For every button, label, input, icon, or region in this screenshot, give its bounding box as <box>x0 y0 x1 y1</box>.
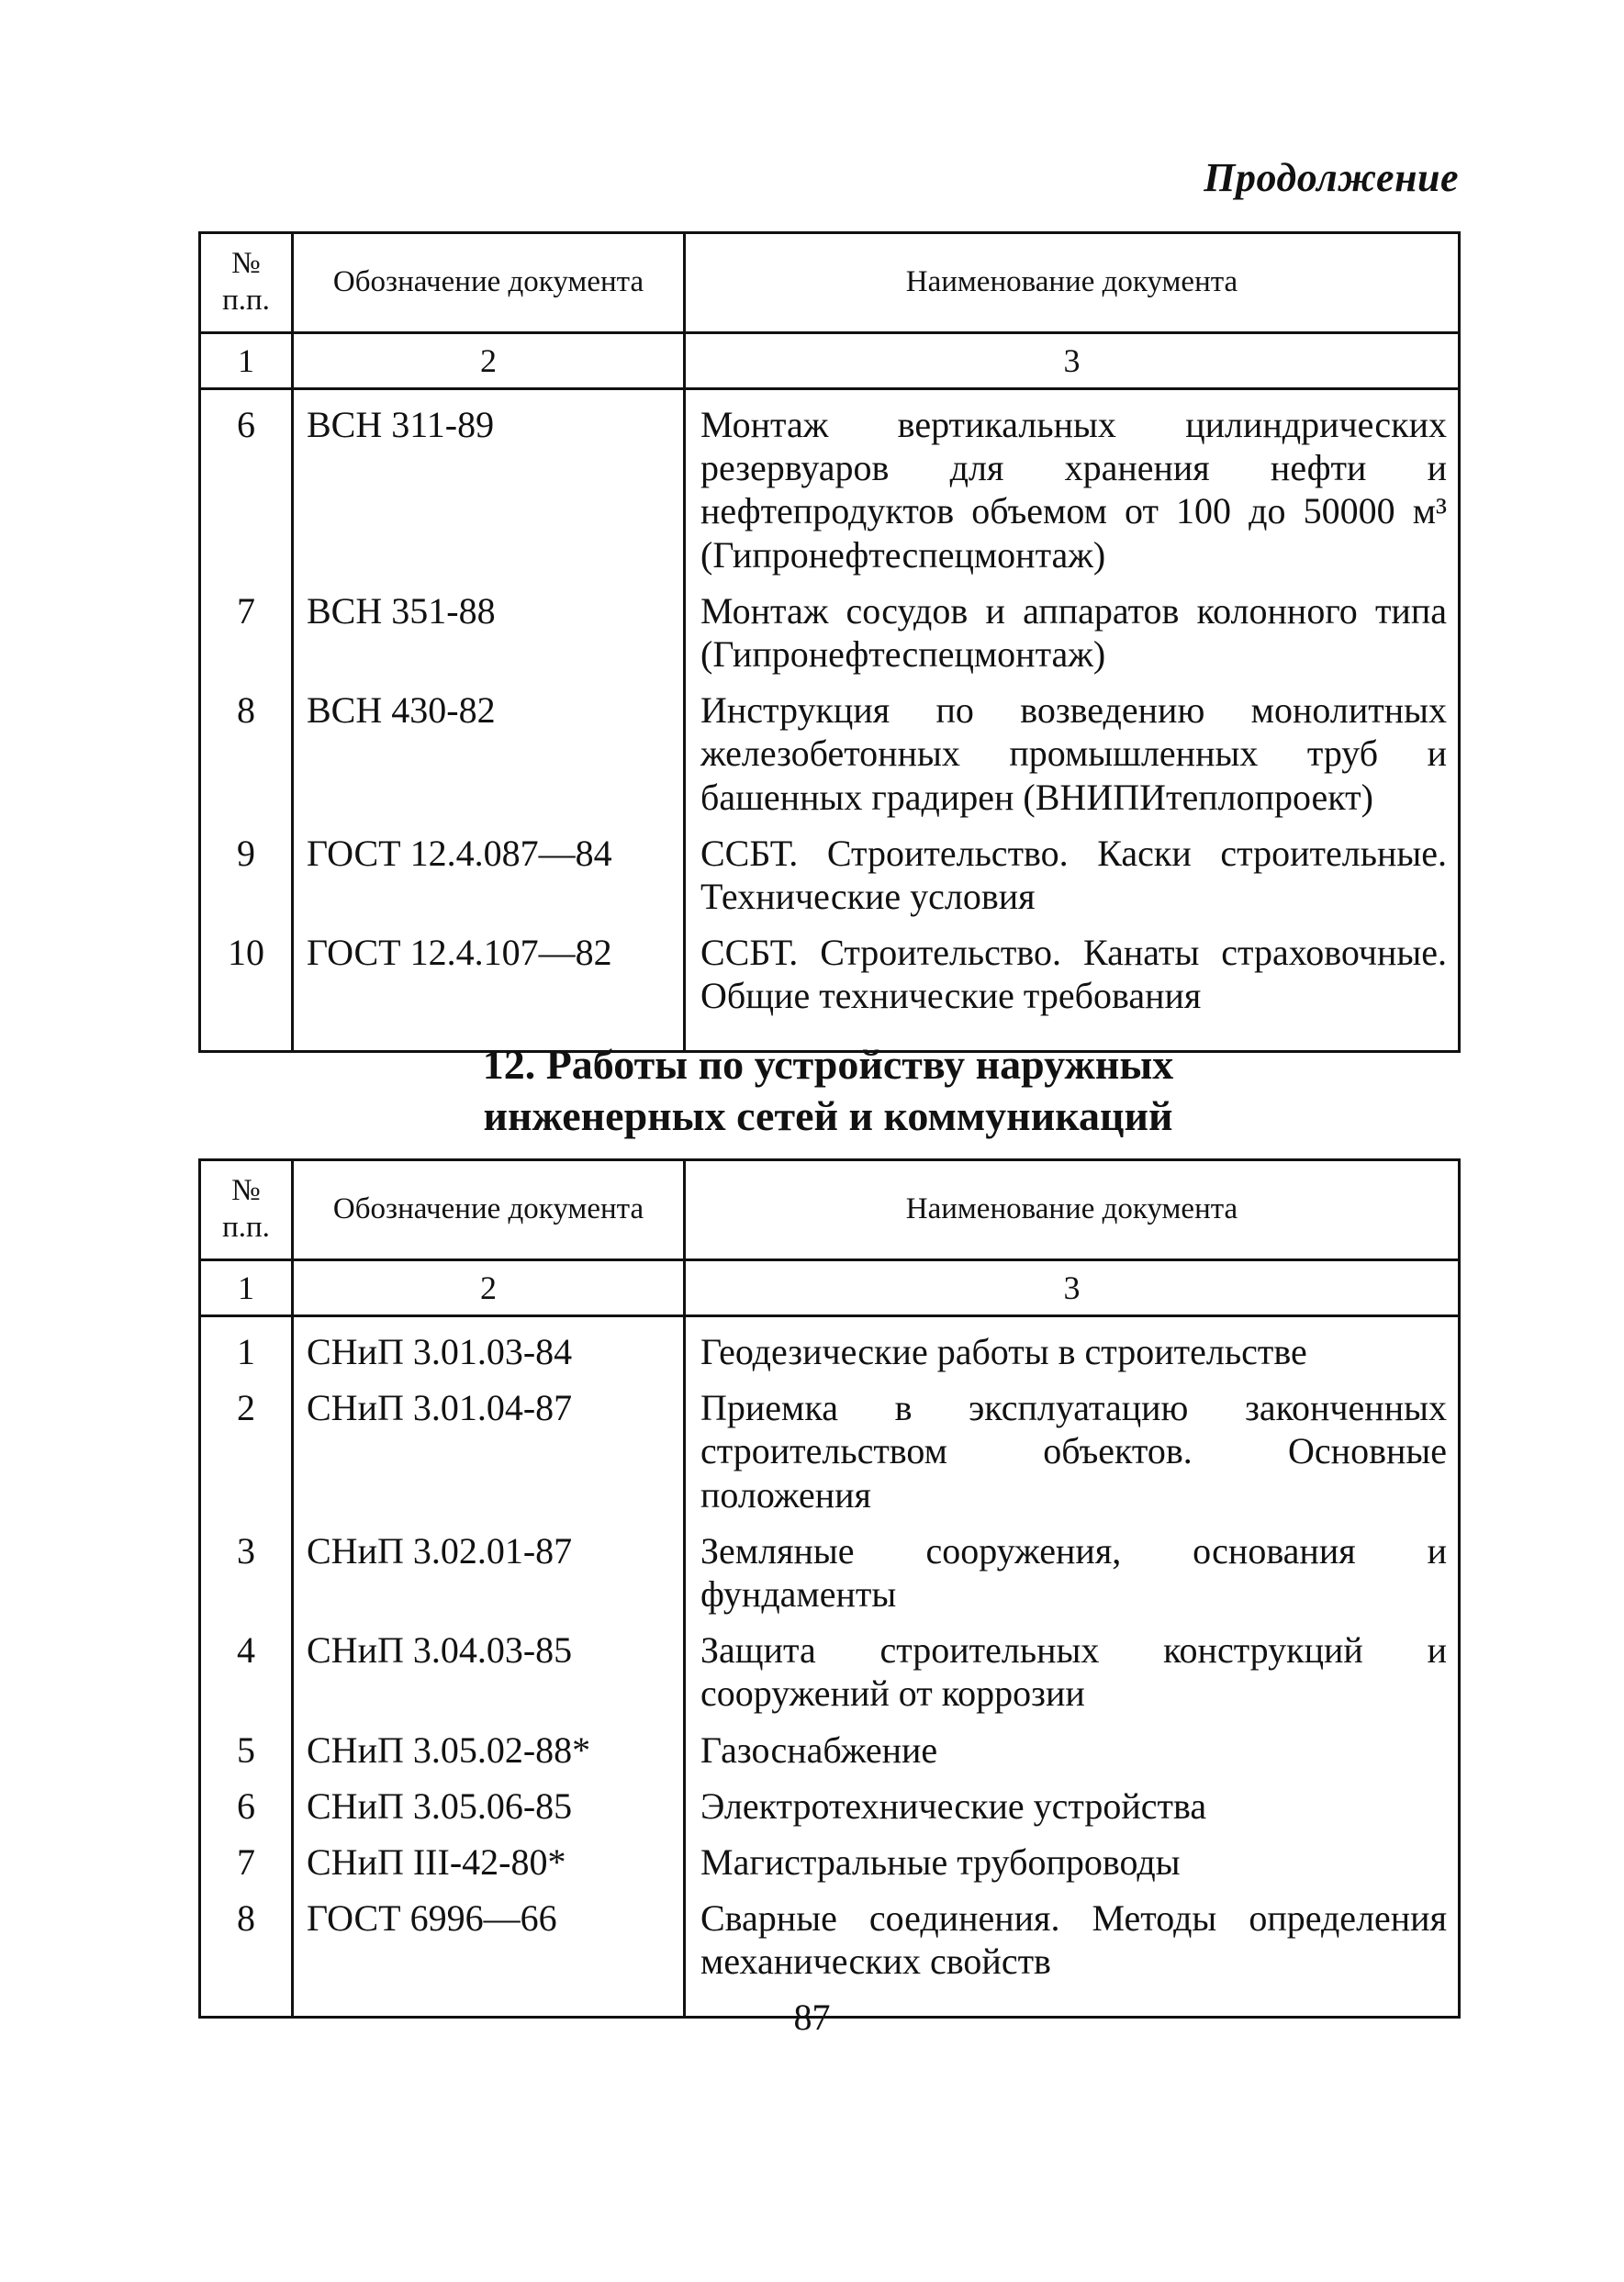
table-row <box>200 1386 1460 1529</box>
section-title-line: 12. Работы по устройству наружных <box>482 1041 1174 1088</box>
document-name: Монтаж сосудов и аппаратов колонного типа (Гипронефтеспецмонтаж) <box>700 589 1447 675</box>
column-number-row <box>200 1260 1460 1316</box>
row-number: 2 <box>237 1387 255 1429</box>
row-number: 6 <box>237 1784 255 1827</box>
row-number: 8 <box>237 689 255 732</box>
document-code: СНиП 3.05.02-88* <box>307 1728 591 1771</box>
row-number: 5 <box>237 1728 255 1771</box>
table-row <box>200 1316 1460 1387</box>
document-code: СНиП III-42-80* <box>307 1840 566 1883</box>
table-row <box>200 589 1460 688</box>
table-row <box>200 832 1460 931</box>
column-number-row <box>200 333 1460 389</box>
row-number: 1 <box>237 1331 255 1372</box>
document-code: СНиП 3.01.03-84 <box>307 1331 573 1372</box>
document-code: СНиП 3.02.01-87 <box>307 1529 573 1572</box>
column-number: 3 <box>685 333 1460 389</box>
document-code: ВСН 430-82 <box>307 689 496 732</box>
column-number: 1 <box>200 333 293 389</box>
documents-table-2 <box>198 1158 1461 2019</box>
document-name: Инструкция по возведению монолитных железобетонных промышленных труб и башенных градирен (ВНИПИтеплопроект) <box>700 689 1447 818</box>
document-name: ССБТ. Строительство. Каски строительные. Технические условия <box>700 832 1447 917</box>
table-row <box>200 931 1460 1052</box>
table-header-row <box>200 1160 1460 1260</box>
table-row <box>200 1840 1460 1896</box>
row-number: 8 <box>237 1897 255 1940</box>
row-number: 6 <box>237 404 255 445</box>
document-name: Земляные сооружения, основания и фундаменты <box>700 1529 1447 1615</box>
continuation-label: Продолжение <box>1204 155 1459 200</box>
document-code: ВСН 351-88 <box>307 589 496 632</box>
document-name: Монтаж вертикальных цилиндрических резервуаров для хранения нефти и нефтепродуктов объемом от 100 до 50000 м³ (Гипронефтеспецмонтаж) <box>700 404 1447 576</box>
table-row <box>200 688 1460 832</box>
document-name: Электротехнические устройства <box>700 1784 1207 1827</box>
document-code: СНиП 3.05.06-85 <box>307 1784 573 1827</box>
document-code: ГОСТ 12.4.087—84 <box>307 832 612 874</box>
column-number: 1 <box>200 1260 293 1316</box>
section-title <box>198 1039 1458 1142</box>
page-number: 87 <box>793 1997 831 2038</box>
row-number: 10 <box>228 932 264 974</box>
table-row <box>200 1728 1460 1784</box>
header-designation: Обозначение документа <box>293 233 685 333</box>
document-name: Геодезические работы в строительстве <box>700 1331 1307 1372</box>
document-name: Газоснабжение <box>700 1728 938 1771</box>
document-code: СНиП 3.01.04-87 <box>307 1387 573 1429</box>
table-row <box>200 389 1460 589</box>
table-header-row <box>200 233 1460 333</box>
document-name: ССБТ. Строительство. Канаты страховочные. Общие технические требования <box>700 932 1447 1017</box>
table-row <box>200 1529 1460 1628</box>
section-title-line: инженерных сетей и коммуникаций <box>483 1092 1173 1140</box>
row-number: 7 <box>237 1840 255 1883</box>
column-number: 2 <box>293 1260 685 1316</box>
table-row <box>200 1628 1460 1728</box>
table-row <box>200 1784 1460 1840</box>
column-number: 2 <box>293 333 685 389</box>
documents-table-1 <box>198 231 1461 1053</box>
row-number: 9 <box>237 832 255 874</box>
header-designation: Обозначение документа <box>293 1160 685 1260</box>
header-num: № п.п. <box>200 233 293 333</box>
header-name: Наименование документа <box>685 233 1460 333</box>
row-number: 7 <box>237 589 255 632</box>
document-code: ГОСТ 6996—66 <box>307 1897 557 1940</box>
column-number: 3 <box>685 1260 1460 1316</box>
header-name: Наименование документа <box>685 1160 1460 1260</box>
document-code: ГОСТ 12.4.107—82 <box>307 932 612 974</box>
document-name: Магистральные трубопроводы <box>700 1840 1181 1883</box>
row-number: 4 <box>237 1629 255 1672</box>
document-name: Защита строительных конструкций и сооружений от коррозии <box>700 1629 1447 1715</box>
document-code: СНиП 3.04.03-85 <box>307 1629 573 1672</box>
header-num: № п.п. <box>200 1160 293 1260</box>
document-name: Сварные соединения. Методы определения механических свойств <box>700 1897 1447 1983</box>
row-number: 3 <box>237 1529 255 1572</box>
document-name: Приемка в эксплуатацию законченных строительством объектов. Основные положения <box>700 1387 1447 1516</box>
document-code: ВСН 311-89 <box>307 404 495 445</box>
